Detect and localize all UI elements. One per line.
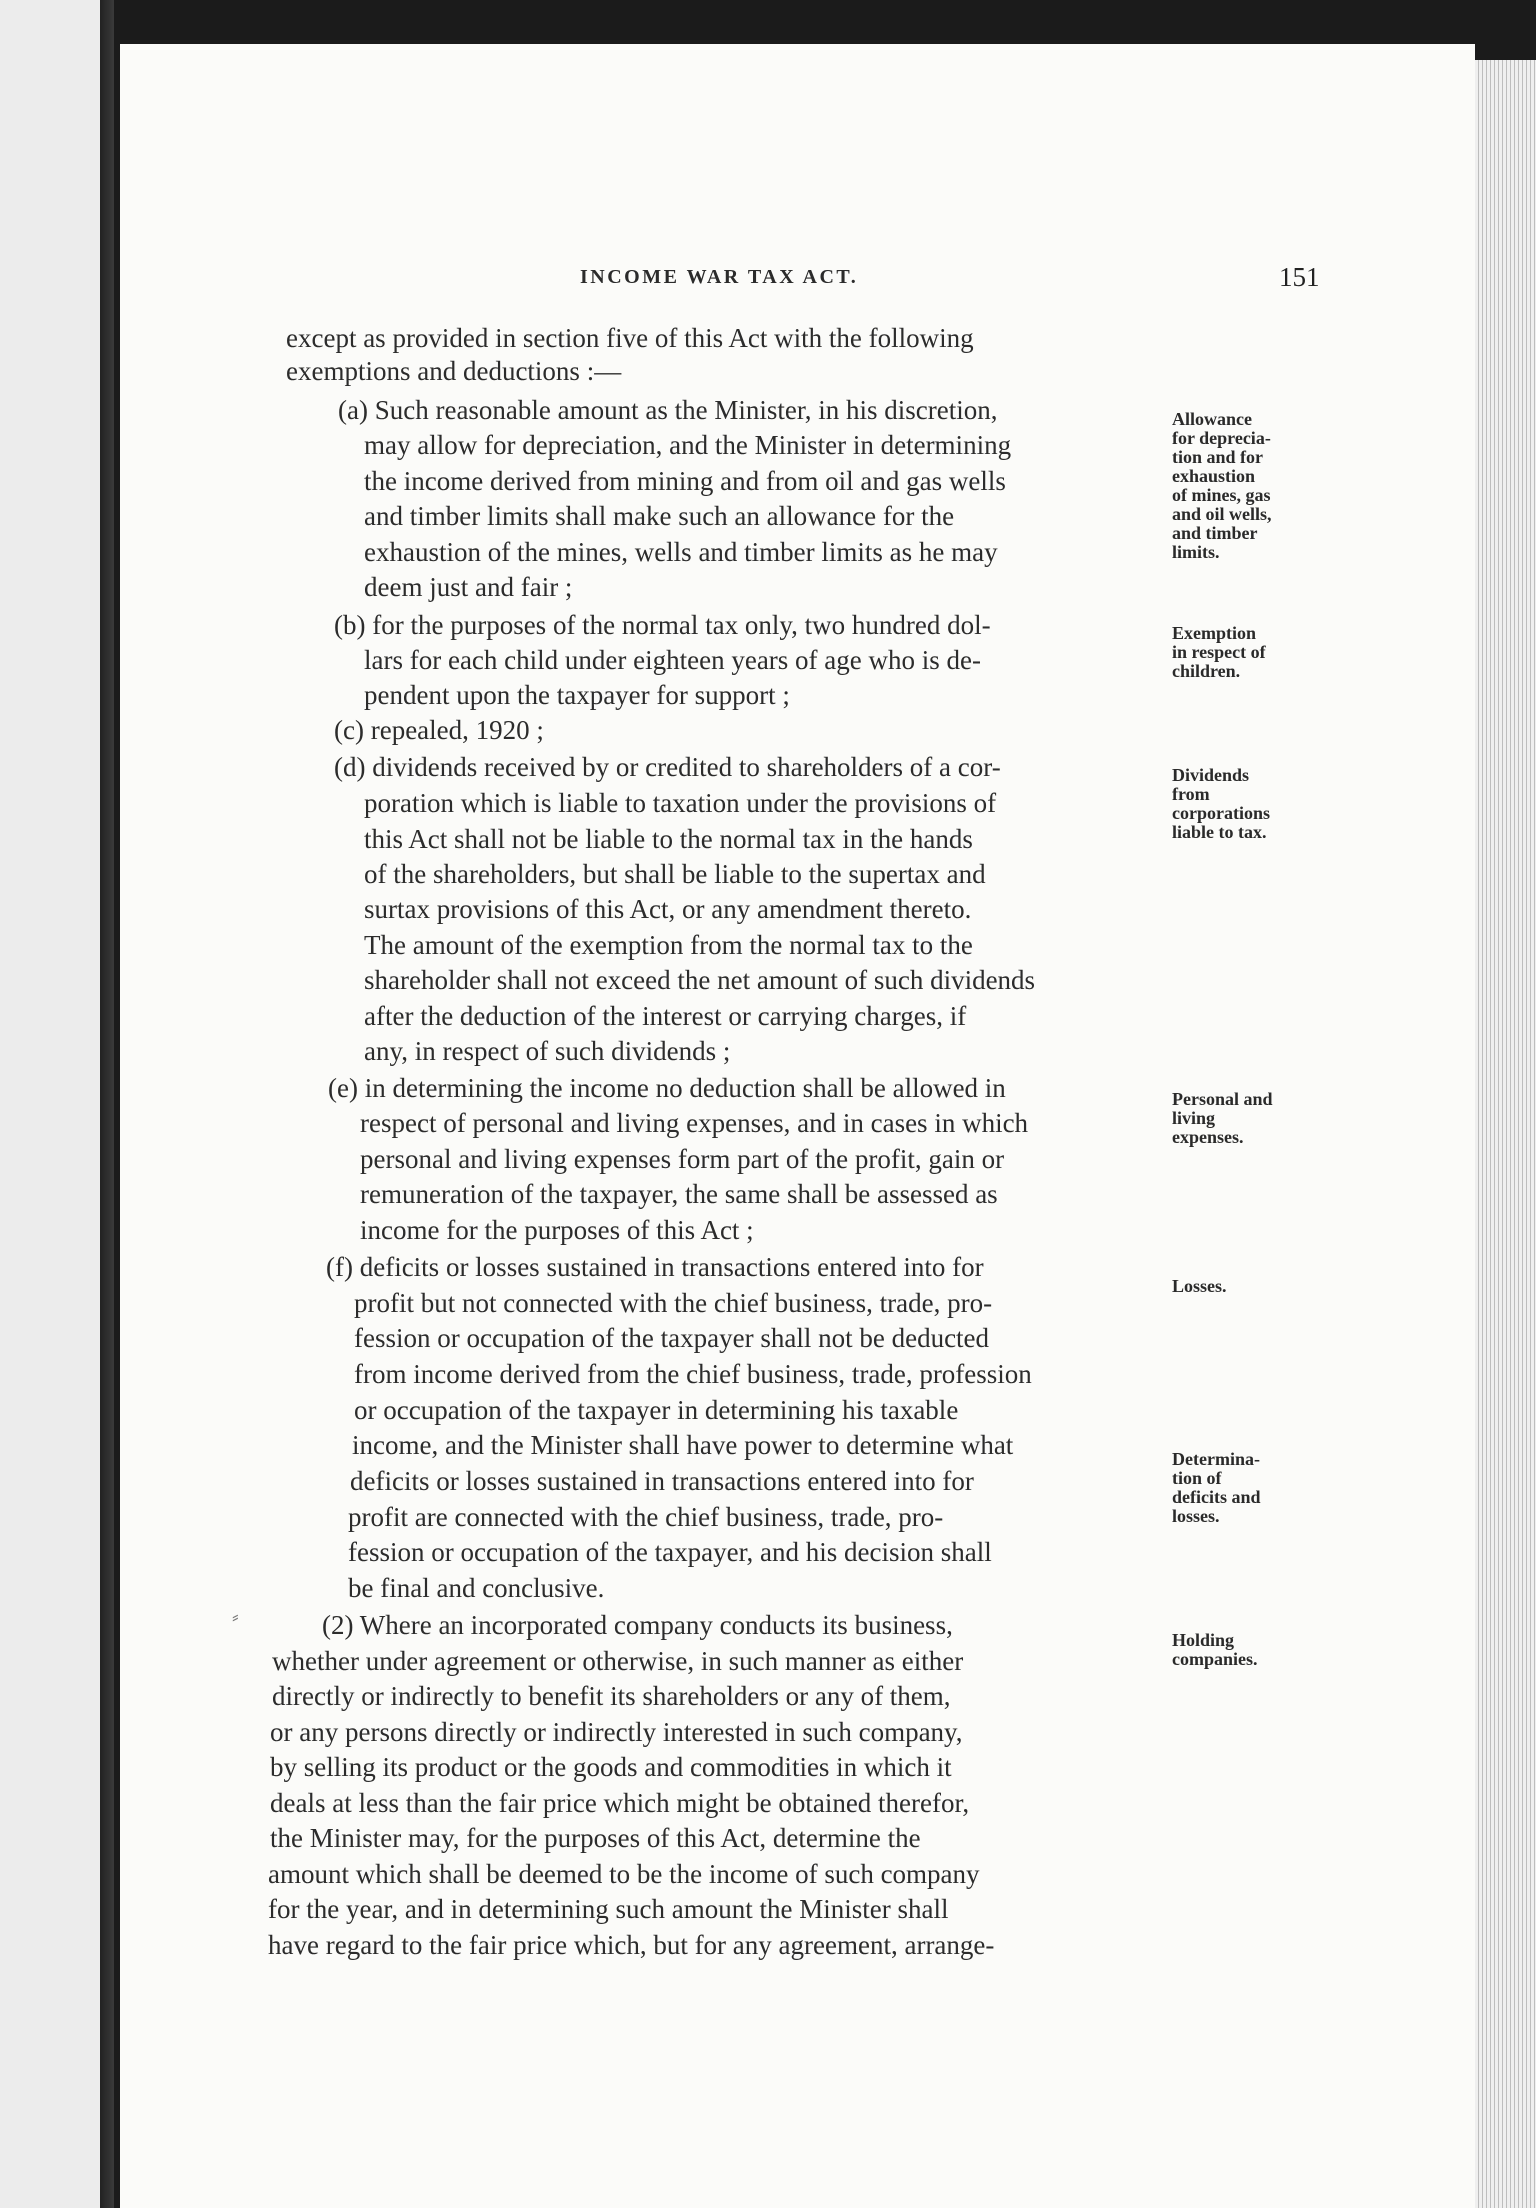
text-line: deem just and fair ; <box>364 572 573 602</box>
text-line: pendent upon the taxpayer for support ; <box>364 680 790 710</box>
text-line: this Act shall not be liable to the normal tax in the hands <box>364 824 973 854</box>
margin-tick-mark: ⸗ <box>232 1606 239 1628</box>
text-line: income for the purposes of this Act ; <box>360 1215 754 1245</box>
page-number: 151 <box>1279 262 1320 292</box>
text-line: for the year, and in determining such amount the Minister shall <box>268 1894 949 1924</box>
running-header: INCOME WAR TAX ACT. <box>580 266 859 288</box>
text-line: poration which is liable to taxation under the provisions of <box>364 788 997 818</box>
text-line: lars for each child under eighteen years of age who is de- <box>364 645 981 675</box>
text-line: (2) Where an incorporated company conducts its business, <box>322 1610 953 1640</box>
text-line: remuneration of the taxpayer, the same shall be assessed as <box>360 1179 998 1209</box>
text-line: respect of personal and living expenses, and in cases in which <box>360 1108 1029 1138</box>
text-line: income, and the Minister shall have power to determine what <box>352 1430 1014 1460</box>
text-line: (b) for the purposes of the normal tax only, two hundred dol- <box>334 610 991 640</box>
text-line: any, in respect of such dividends ; <box>364 1036 731 1066</box>
text-line: (f) deficits or losses sustained in transactions entered into for <box>326 1252 984 1282</box>
text-line: except as provided in section five of this Act with the following <box>286 323 974 353</box>
text-line: by selling its product or the goods and commodities in which it <box>270 1752 952 1782</box>
text-line: have regard to the fair price which, but for any agreement, arrange- <box>268 1930 995 1960</box>
text-line: (d) dividends received by or credited to shareholders of a cor- <box>334 752 1001 782</box>
text-line: The amount of the exemption from the normal tax to the <box>364 930 973 960</box>
text-line: personal and living expenses form part of the profit, gain or <box>360 1144 1005 1174</box>
margin-note-exemption: Exemption in respect of children. <box>1172 623 1266 681</box>
text-line: directly or indirectly to benefit its shareholders or any of them, <box>272 1681 951 1711</box>
text-line: or any persons directly or indirectly interested in such company, <box>270 1717 963 1747</box>
text-line: (a) Such reasonable amount as the Minister, in his discretion, <box>338 395 998 425</box>
text-line: the income derived from mining and from oil and gas wells <box>364 466 1006 496</box>
margin-note-personal: Personal and living expenses. <box>1172 1089 1273 1147</box>
text-line: profit but not connected with the chief business, trade, pro- <box>354 1288 993 1318</box>
text-line: may allow for depreciation, and the Minister in determining <box>364 430 1012 460</box>
facing-page-edge <box>0 0 100 2208</box>
text-line: and timber limits shall make such an allowance for the <box>364 501 955 531</box>
text-line: amount which shall be deemed to be the income of such company <box>268 1859 980 1889</box>
text-line: surtax provisions of this Act, or any amendment thereto. <box>364 894 972 924</box>
text-line: of the shareholders, but shall be liable to the supertax and <box>364 859 986 889</box>
text-line: be final and conclusive. <box>348 1573 605 1603</box>
text-line: fession or occupation of the taxpayer, and his decision shall <box>348 1537 992 1567</box>
text-line: (e) in determining the income no deduction shall be allowed in <box>328 1073 1006 1103</box>
text-line: deals at less than the fair price which might be obtained therefor, <box>270 1788 970 1818</box>
margin-note-allowance: Allowance for deprecia- tion and for exhaustion of mines, gas and oil wells, and timber limits. <box>1172 409 1272 562</box>
page-edge-stack <box>1475 60 1536 2208</box>
margin-note-holding: Holding companies. <box>1172 1630 1258 1669</box>
text-line: shareholder shall not exceed the net amount of such dividends <box>364 965 1036 995</box>
text-line: whether under agreement or otherwise, in such manner as either <box>272 1646 964 1676</box>
text-line: exemptions and deductions :— <box>286 356 622 386</box>
text-line: or occupation of the taxpayer in determining his taxable <box>354 1395 959 1425</box>
text-line: (c) repealed, 1920 ; <box>334 715 544 745</box>
margin-note-dividends: Dividends from corporations liable to tax. <box>1172 765 1270 842</box>
margin-note-losses: Losses. <box>1172 1276 1227 1296</box>
text-line: from income derived from the chief business, trade, profession <box>354 1359 1032 1389</box>
gutter-shadow <box>100 0 114 2208</box>
margin-note-determination: Determina- tion of deficits and losses. <box>1172 1449 1261 1526</box>
text-line: profit are connected with the chief business, trade, pro- <box>348 1502 944 1532</box>
text-line: fession or occupation of the taxpayer shall not be deducted <box>354 1323 990 1353</box>
text-line: deficits or losses sustained in transactions entered into for <box>350 1466 974 1496</box>
text-line: exhaustion of the mines, wells and timber limits as he may <box>364 537 998 567</box>
text-line: after the deduction of the interest or carrying charges, if <box>364 1001 967 1031</box>
text-line: the Minister may, for the purposes of this Act, determine the <box>270 1823 921 1853</box>
